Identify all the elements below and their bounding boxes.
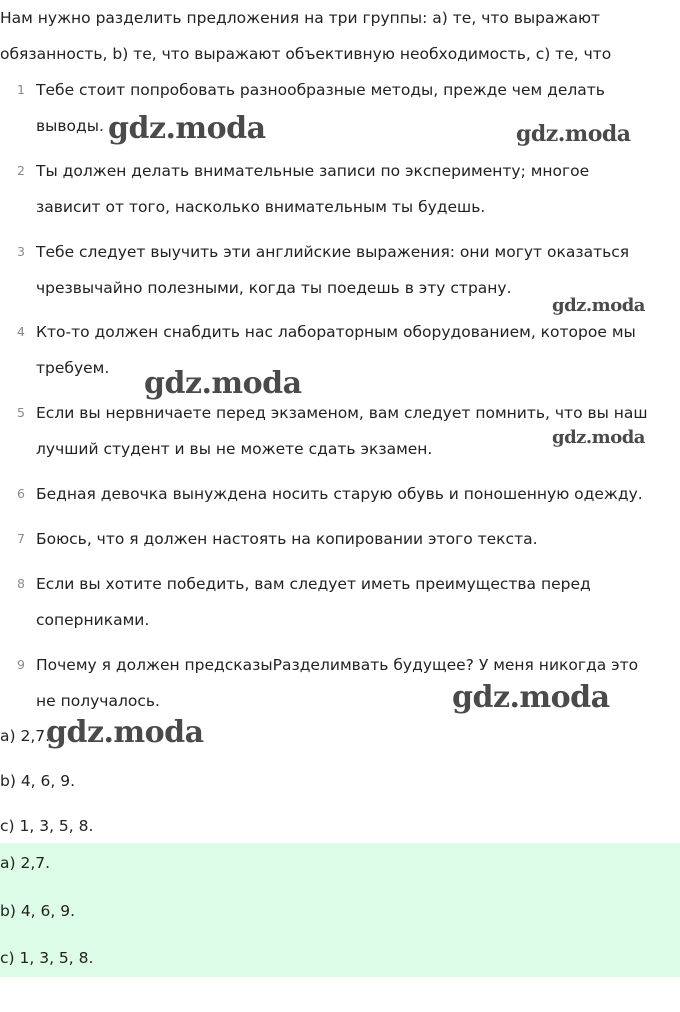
item-text: Тебе стоит попробовать разнообразные методы, прежде чем делать: [36, 81, 605, 99]
highlighted-answer-line: c) 1, 3, 5, 8.: [0, 949, 94, 967]
item-number: 2: [17, 163, 25, 178]
item-text: Если вы хотите победить, вам следует иметь преимущества перед: [36, 575, 591, 593]
item-text: Боюсь, что я должен настоять на копировании этого текста.: [36, 530, 538, 548]
item-text: соперниками.: [36, 611, 150, 629]
item-number: 4: [17, 324, 25, 339]
item-number: 9: [17, 657, 25, 672]
answer-line: b) 4, 6, 9.: [0, 772, 76, 790]
item-text: требуем.: [36, 359, 110, 377]
answer-line: a) 2,7.: [0, 727, 51, 745]
item-number: 1: [17, 82, 25, 97]
item-number: 3: [17, 244, 25, 259]
item-text: Бедная девочка вынуждена носить старую обувь и поношенную одежду.: [36, 485, 643, 503]
watermark: gdz.moda: [552, 427, 645, 448]
item-text: не получалось.: [36, 692, 160, 710]
intro-line-1: Нам нужно разделить предложения на три группы: a) те, что выражают: [0, 9, 601, 27]
item-number: 6: [17, 486, 25, 501]
item-text: лучший студент и вы не можете сдать экзамен.: [36, 440, 433, 458]
watermark: gdz.moda: [552, 295, 645, 316]
item-number: 7: [17, 531, 25, 546]
intro-line-2: обязанность, b) те, что выражают объективную необходимость, c) те, что: [0, 45, 612, 63]
item-text: Ты должен делать внимательные записи по эксперименту; многое: [36, 162, 590, 180]
highlighted-answer-line: a) 2,7.: [0, 854, 51, 872]
item-text: выводы.: [36, 117, 104, 135]
watermark: gdz.moda: [516, 121, 631, 147]
item-number: 5: [17, 405, 25, 420]
item-number: 8: [17, 576, 25, 591]
item-text: чрезвычайно полезными, когда ты поедешь в эту страну.: [36, 279, 512, 297]
highlighted-answer-line: b) 4, 6, 9.: [0, 902, 76, 920]
watermark: gdz.moda: [144, 366, 302, 401]
watermark: gdz.moda: [108, 111, 266, 146]
answer-line: c) 1, 3, 5, 8.: [0, 817, 94, 835]
item-text: Почему я должен предсказыРазделимвать будущее? У меня никогда это: [36, 656, 639, 674]
watermark: gdz.moda: [452, 680, 610, 715]
watermark: gdz.moda: [46, 715, 204, 750]
item-text: Кто-то должен снабдить нас лабораторным оборудованием, которое мы: [36, 323, 636, 341]
item-text: зависит от того, насколько внимательным ты будешь.: [36, 198, 486, 216]
item-text: Тебе следует выучить эти английские выражения: они могут оказаться: [36, 243, 630, 261]
item-text: Если вы нервничаете перед экзаменом, вам следует помнить, что вы наш: [36, 404, 648, 422]
answer-highlight-box: [0, 843, 680, 977]
